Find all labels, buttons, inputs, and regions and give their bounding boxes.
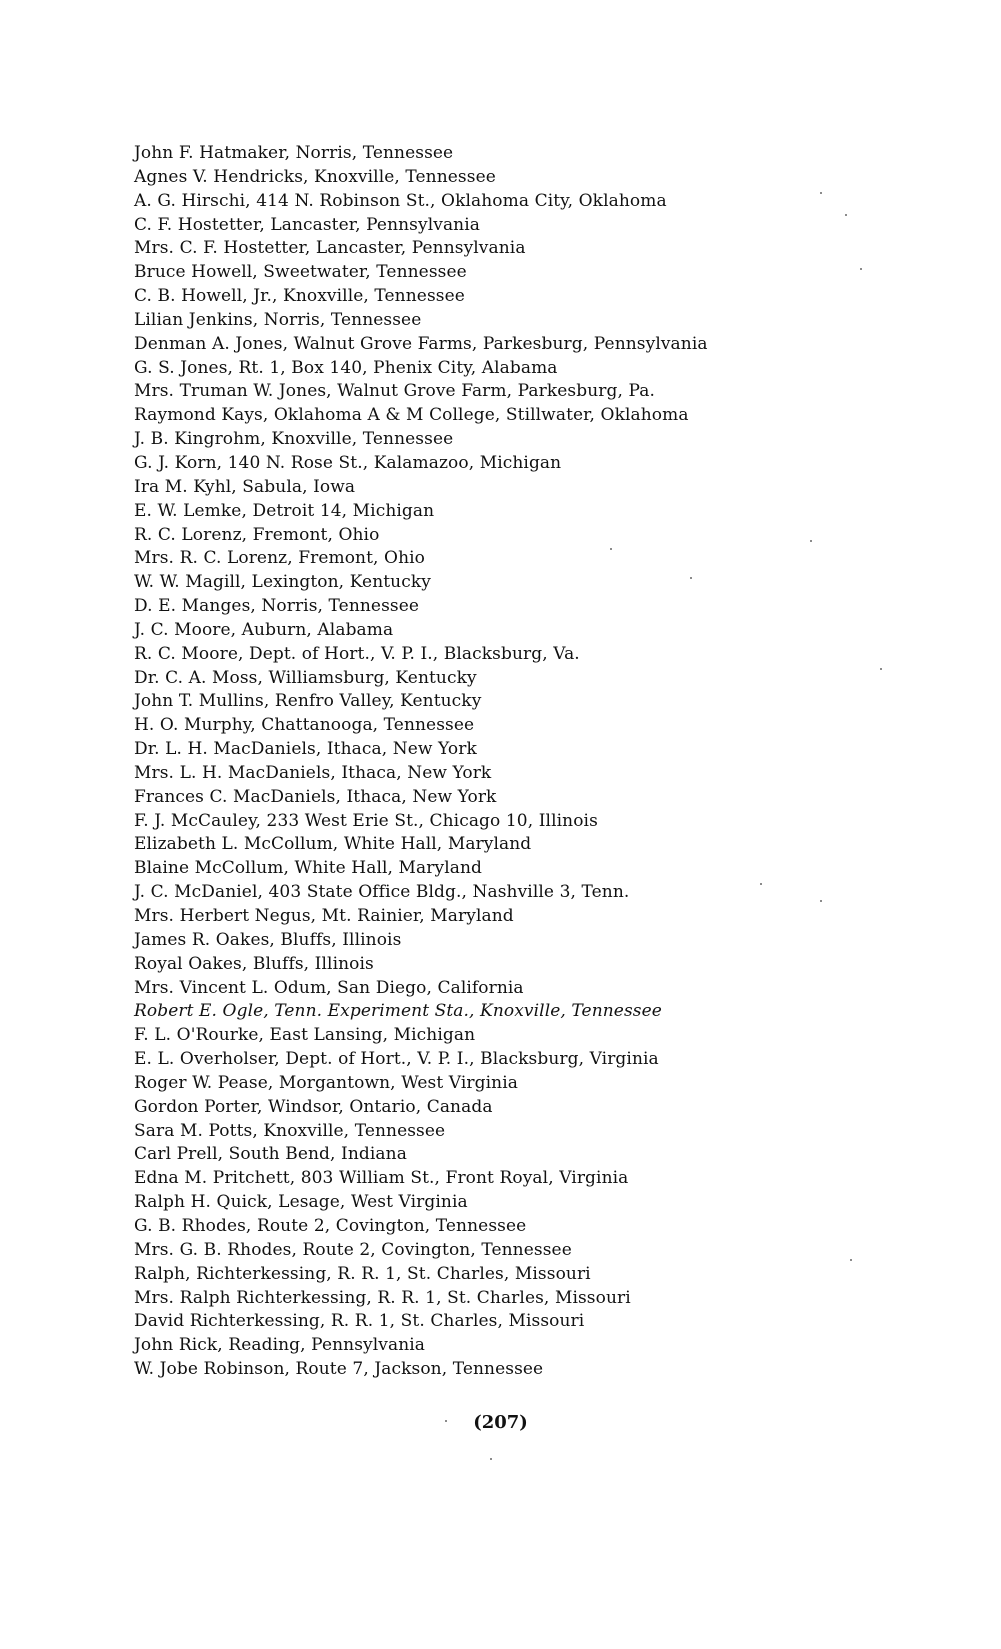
- list-item: John Rick, Reading, Pennsylvania: [134, 1335, 426, 1356]
- scan-speckle: [810, 540, 812, 542]
- list-item: Ira M. Kyhl, Sabula, Iowa: [134, 476, 356, 497]
- list-item: Denman A. Jones, Walnut Grove Farms, Parkesburg, Pennsylvania: [134, 333, 708, 354]
- scan-speckle: [760, 883, 762, 885]
- list-item: F. J. McCauley, 233 West Erie St., Chicago 10, Illinois: [134, 810, 598, 831]
- scan-speckle: [610, 548, 612, 550]
- list-item: Raymond Kays, Oklahoma A & M College, Stillwater, Oklahoma: [134, 405, 689, 426]
- list-item: David Richterkessing, R. R. 1, St. Charles, Missouri: [134, 1311, 585, 1332]
- list-item: Robert E. Ogle, Tenn. Experiment Sta., Knoxville, Tennessee: [134, 1001, 662, 1022]
- scan-speckle: [845, 214, 847, 216]
- list-item: Roger W. Pease, Morgantown, West Virginia: [134, 1072, 518, 1093]
- list-item: Ralph H. Quick, Lesage, West Virginia: [134, 1192, 468, 1213]
- list-item: John T. Mullins, Renfro Valley, Kentucky: [134, 691, 482, 712]
- list-item: H. O. Murphy, Chattanooga, Tennessee: [134, 715, 475, 736]
- list-item: G. B. Rhodes, Route 2, Covington, Tennessee: [134, 1215, 527, 1236]
- list-item: Mrs. R. C. Lorenz, Fremont, Ohio: [134, 548, 425, 569]
- list-item: A. G. Hirschi, 414 N. Robinson St., Oklahoma City, Oklahoma: [134, 190, 667, 211]
- member-address-list: [134, 142, 708, 1382]
- list-item: E. W. Lemke, Detroit 14, Michigan: [134, 500, 435, 521]
- list-item: Lilian Jenkins, Norris, Tennessee: [134, 309, 422, 330]
- list-item: Mrs. C. F. Hostetter, Lancaster, Pennsylvania: [134, 238, 526, 259]
- list-item: W. W. Magill, Lexington, Kentucky: [134, 572, 431, 593]
- scan-speckle: [490, 1458, 492, 1460]
- list-item: F. L. O'Rourke, East Lansing, Michigan: [134, 1025, 476, 1046]
- list-item: Elizabeth L. McCollum, White Hall, Maryland: [134, 834, 532, 855]
- list-item: Sara M. Potts, Knoxville, Tennessee: [134, 1120, 446, 1141]
- scan-speckle: [690, 577, 692, 579]
- list-item: W. Jobe Robinson, Route 7, Jackson, Tennessee: [134, 1359, 544, 1380]
- list-item: Agnes V. Hendricks, Knoxville, Tennessee: [134, 166, 496, 187]
- list-item: J. C. Moore, Auburn, Alabama: [134, 619, 394, 640]
- list-item: Mrs. Truman W. Jones, Walnut Grove Farm, Parkesburg, Pa.: [134, 381, 656, 402]
- scan-speckle: [860, 268, 862, 270]
- scan-speckle: [445, 1420, 447, 1422]
- list-item: R. C. Lorenz, Fremont, Ohio: [134, 524, 380, 545]
- list-item: Blaine McCollum, White Hall, Maryland: [134, 858, 483, 879]
- list-item: C. B. Howell, Jr., Knoxville, Tennessee: [134, 286, 465, 307]
- scan-speckle: [850, 1259, 852, 1261]
- list-item: John F. Hatmaker, Norris, Tennessee: [134, 143, 454, 163]
- scan-speckle: [820, 900, 822, 902]
- list-item: Edna M. Pritchett, 803 William St., Front Royal, Virginia: [134, 1168, 629, 1189]
- list-item: Mrs. G. B. Rhodes, Route 2, Covington, Tennessee: [134, 1239, 572, 1260]
- list-item: Mrs. Vincent L. Odum, San Diego, California: [134, 977, 524, 998]
- list-item: J. C. McDaniel, 403 State Office Bldg., Nashville 3, Tenn.: [134, 882, 630, 903]
- list-item: D. E. Manges, Norris, Tennessee: [134, 596, 420, 617]
- list-item: Dr. L. H. MacDaniels, Ithaca, New York: [134, 739, 477, 760]
- list-item: Royal Oakes, Bluffs, Illinois: [134, 953, 374, 974]
- list-item: Dr. C. A. Moss, Williamsburg, Kentucky: [134, 667, 477, 688]
- list-item: G. S. Jones, Rt. 1, Box 140, Phenix City, Alabama: [134, 357, 558, 378]
- list-item: James R. Oakes, Bluffs, Illinois: [134, 929, 402, 950]
- list-item: Bruce Howell, Sweetwater, Tennessee: [134, 262, 467, 283]
- list-item: Mrs. Herbert Negus, Mt. Rainier, Maryland: [134, 906, 514, 926]
- list-item: Ralph, Richterkessing, R. R. 1, St. Charles, Missouri: [134, 1263, 591, 1284]
- list-item: Frances C. MacDaniels, Ithaca, New York: [134, 786, 497, 807]
- list-item: C. F. Hostetter, Lancaster, Pennsylvania: [134, 214, 481, 235]
- list-item: E. L. Overholser, Dept. of Hort., V. P. I., Blacksburg, Virginia: [134, 1049, 659, 1070]
- list-item: J. B. Kingrohm, Knoxville, Tennessee: [134, 429, 454, 450]
- list-item: Carl Prell, South Bend, Indiana: [134, 1144, 407, 1165]
- list-item: Mrs. L. H. MacDaniels, Ithaca, New York: [134, 762, 492, 783]
- list-item: R. C. Moore, Dept. of Hort., V. P. I., Blacksburg, Va.: [134, 643, 580, 664]
- list-item: Gordon Porter, Windsor, Ontario, Canada: [134, 1096, 493, 1117]
- page-number: (207): [473, 1412, 528, 1433]
- list-item: G. J. Korn, 140 N. Rose St., Kalamazoo, Michigan: [134, 452, 562, 473]
- scan-speckle: [880, 668, 882, 670]
- list-item: Mrs. Ralph Richterkessing, R. R. 1, St. Charles, Missouri: [134, 1287, 631, 1308]
- scan-speckle: [820, 192, 822, 194]
